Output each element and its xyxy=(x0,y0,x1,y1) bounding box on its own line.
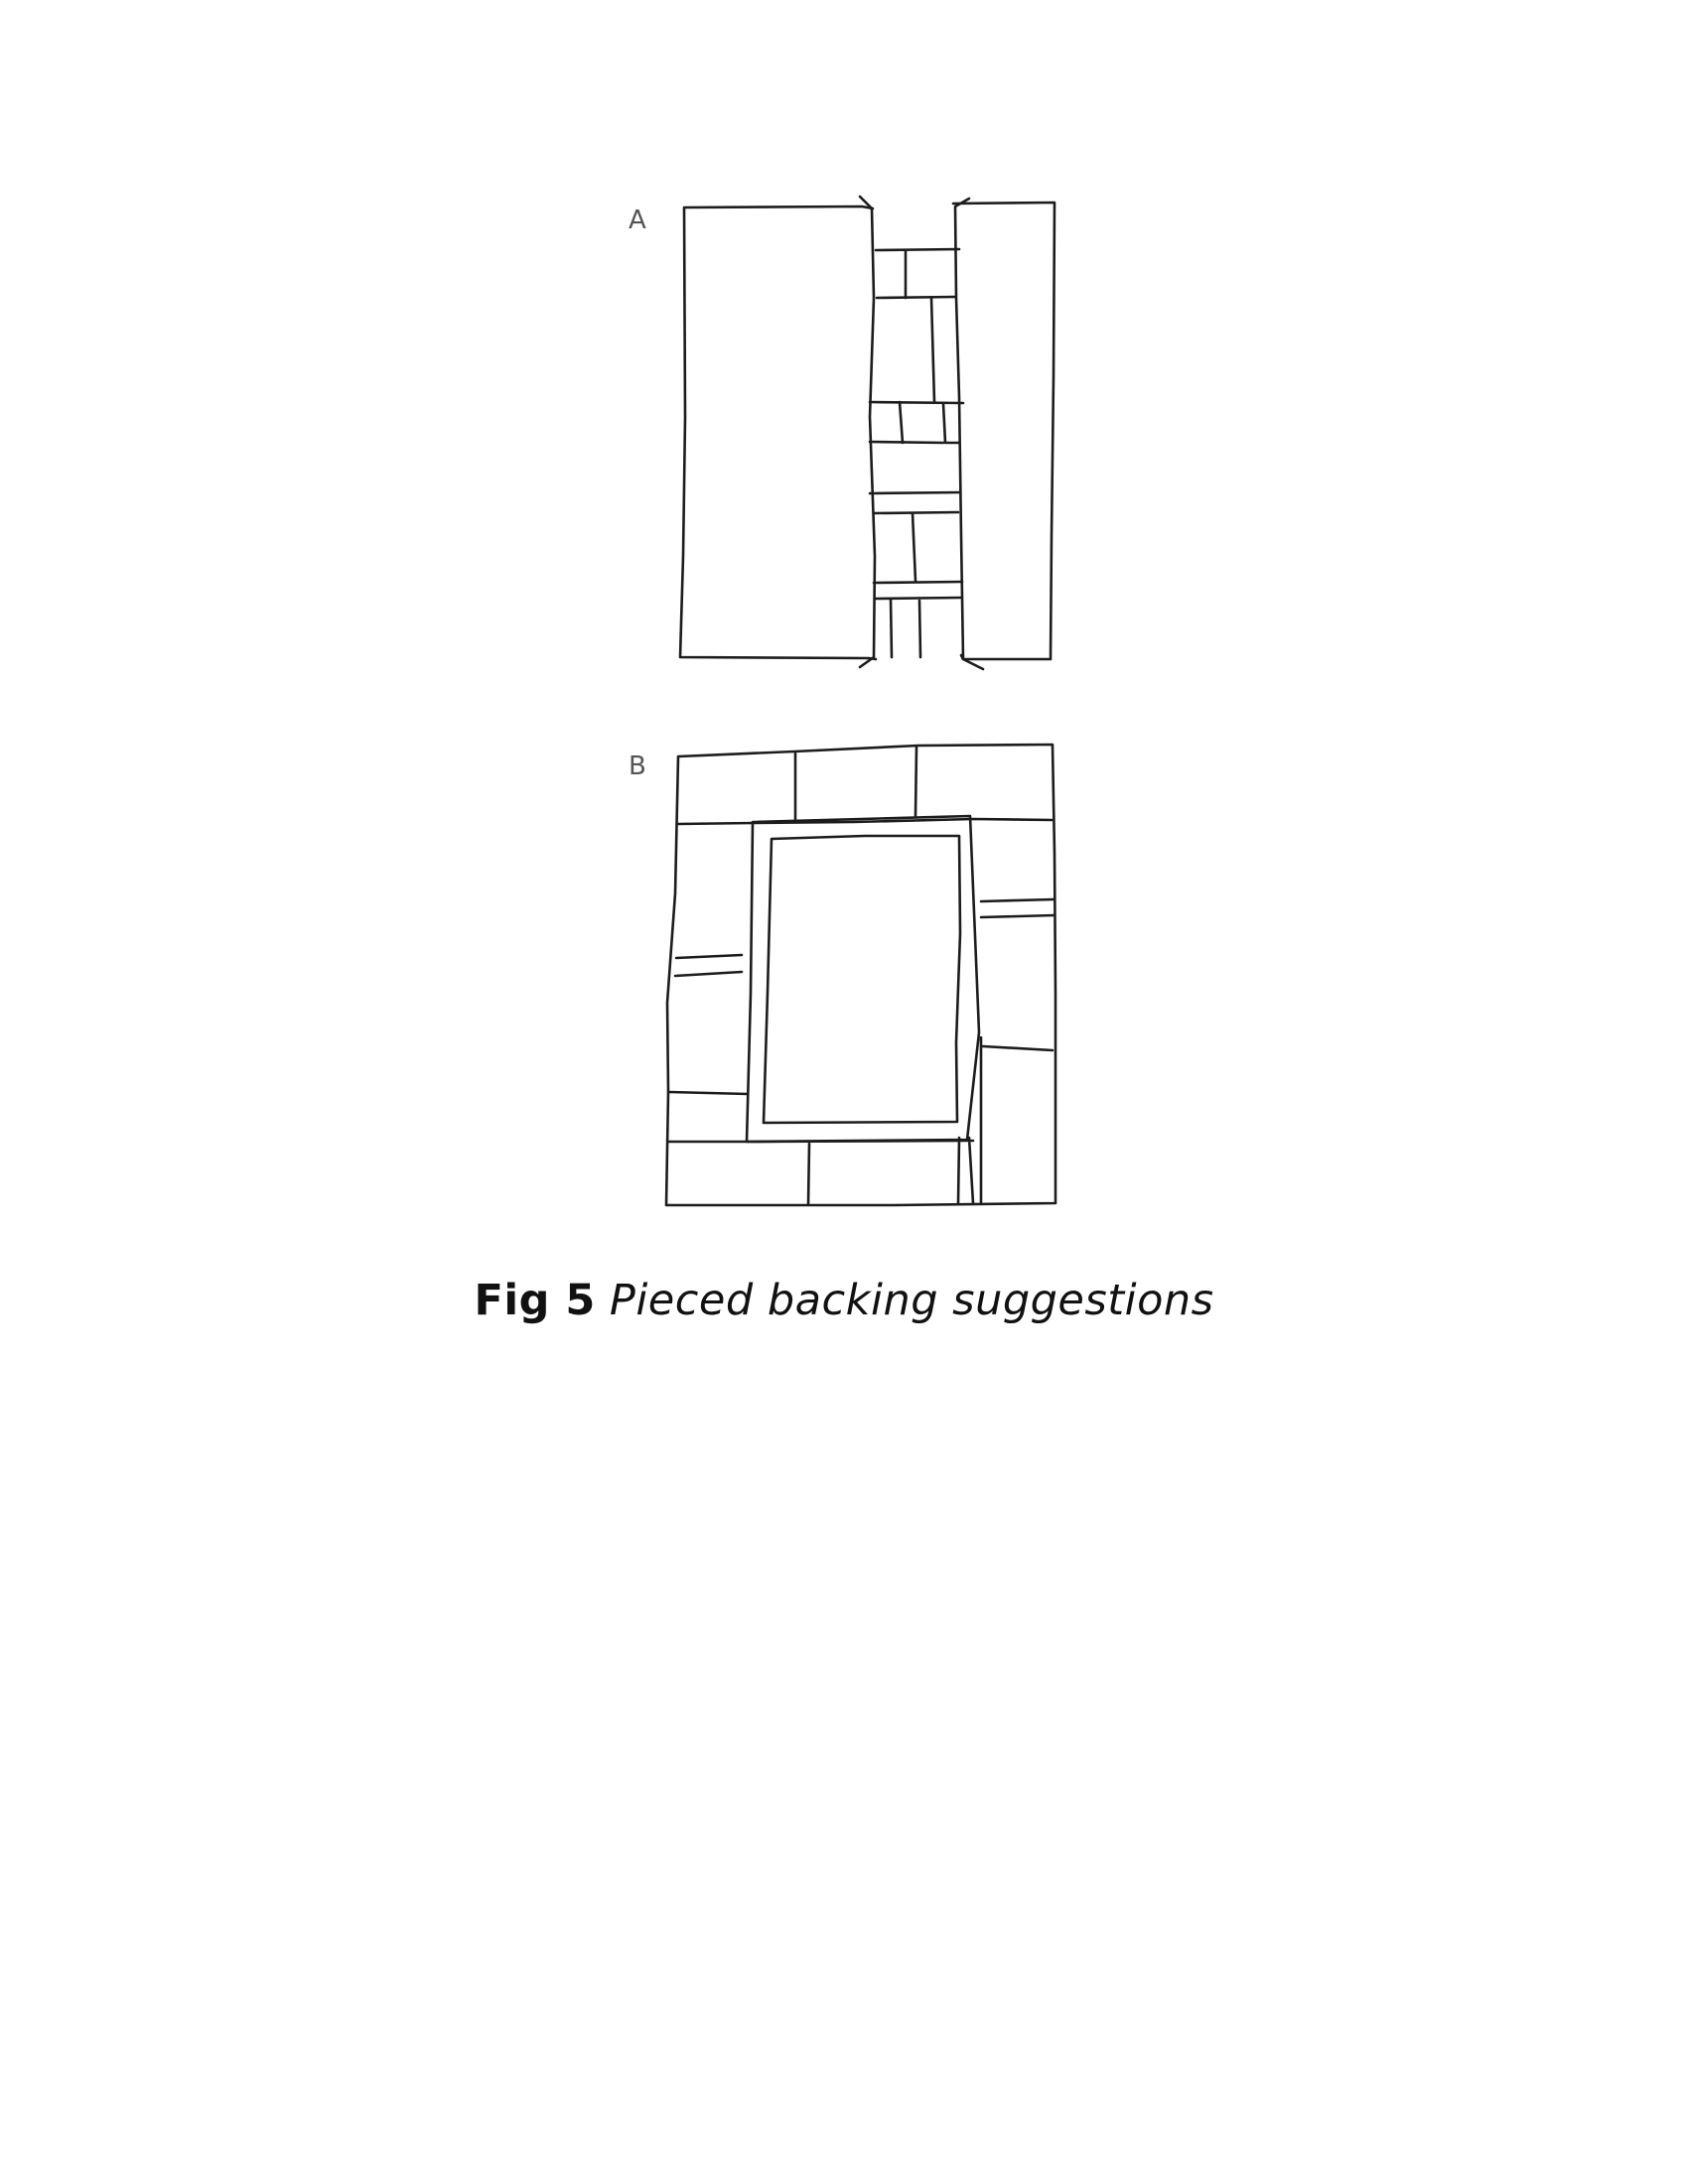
panel-a-strip-left-seam xyxy=(860,197,875,667)
panel-a-label: A xyxy=(629,205,646,235)
figure-caption-text: Pieced backing suggestions xyxy=(609,1276,1214,1325)
panel-b-center-piece xyxy=(764,836,960,1123)
panel-b-label: B xyxy=(629,751,646,781)
panel-a-left-piece xyxy=(680,206,876,659)
panel-b-left-seams xyxy=(669,955,748,1094)
panel-b-top-row xyxy=(678,747,1052,824)
panel-a-right-piece xyxy=(953,203,1055,659)
panel-a xyxy=(629,197,1055,669)
panel-b-inner-frame xyxy=(747,816,979,1142)
figure-caption xyxy=(0,1276,1688,1325)
panel-a-strip-blocks xyxy=(870,249,963,657)
panel-b xyxy=(629,745,1055,1205)
figure-caption-label: Fig 5 xyxy=(474,1276,596,1325)
panel-b-outer-border xyxy=(666,745,1055,1205)
panel-b-right-seams xyxy=(981,899,1055,1050)
